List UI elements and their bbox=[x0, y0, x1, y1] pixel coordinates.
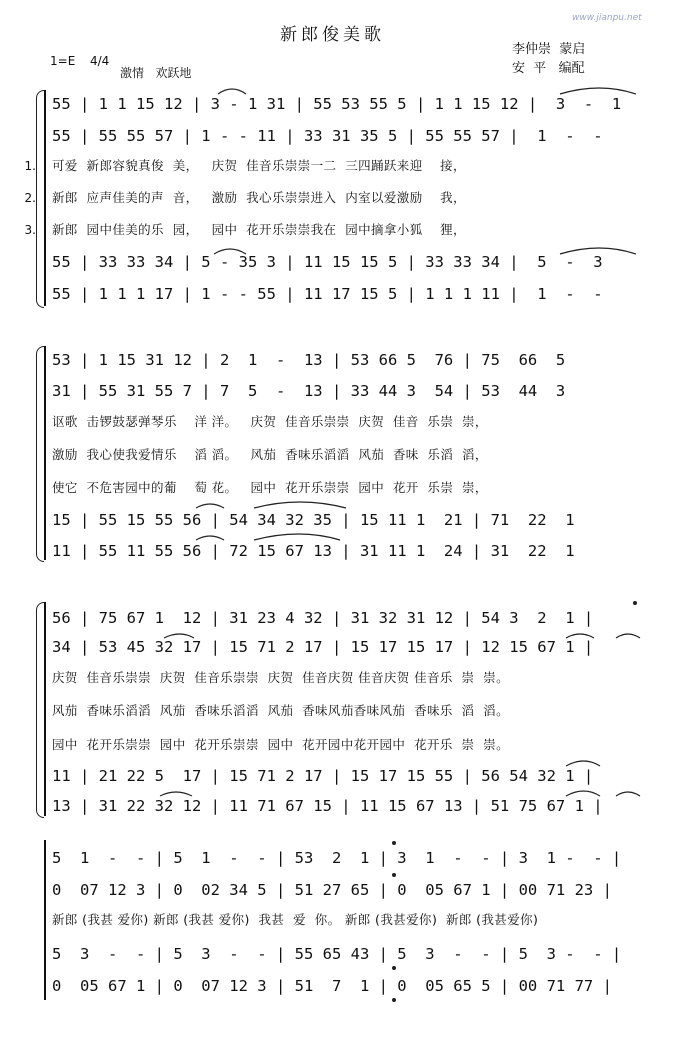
score-row: 31 | 55 31 55 7 | 7 5 - 13 | 33 44 3 54 | 53 44 3 bbox=[52, 382, 566, 400]
fermata-dot bbox=[633, 601, 637, 605]
system-brace bbox=[36, 90, 44, 308]
lyric-line: 新郎 园中佳美的乐 园， 园中 花开乐崇崇我在 园中摘拿小狐 狸， bbox=[52, 222, 466, 237]
verse-number: 3. bbox=[24, 223, 36, 237]
system-brace bbox=[36, 602, 44, 818]
system-bar bbox=[44, 602, 46, 816]
score-row: 55 | 1 1 1 17 | 1 - - 55 | 11 17 15 5 | 1 1 1 11 | 1 - - bbox=[52, 285, 603, 303]
fermata-dot bbox=[392, 873, 396, 877]
score-row: 55 | 33 33 34 | 5 - 35 3 | 11 15 15 5 | 33 33 34 | 5 - 3 bbox=[52, 253, 603, 271]
score-row: 0 05 67 1 | 0 07 12 3 | 51 7 1 | 0 05 65 5 | 00 71 77 | bbox=[52, 977, 612, 995]
song-title: 新郎俊美歌 bbox=[280, 25, 385, 45]
lyric-line: 激励 我心使我爱情乐 滔 滔。 风茄 香味乐滔滔 风茄 香味 乐滔 滔， bbox=[52, 447, 488, 462]
lyric-line: 使它 不危害园中的葡 萄 花。 园中 花开乐崇崇 园中 花开 乐崇 崇， bbox=[52, 480, 488, 495]
verse-number: 1. bbox=[24, 159, 36, 173]
score-row: 56 | 75 67 1 12 | 31 23 4 32 | 31 32 31 12 | 54 3 2 1 | bbox=[52, 609, 594, 627]
lyric-line: 讴歌 击锣鼓瑟弹琴乐 洋 洋。 庆贺 佳音乐崇崇 庆贺 佳音 乐崇 崇， bbox=[52, 414, 488, 429]
lyric-line: 新郎 (我甚 爱你) 新郎 (我甚 爱你) 我甚 爱 你。 新郎 (我甚爱你) 新郎 (我甚爱你) bbox=[52, 912, 539, 927]
credit-composers: 李仲崇 蒙启 bbox=[512, 42, 586, 57]
key-signature: 1=E bbox=[50, 54, 76, 68]
lyric-line: 园中 花开乐崇崇 园中 花开乐崇崇 园中 花开园中花开园中 花开乐 崇 崇。 bbox=[52, 737, 509, 752]
score-row: 0 07 12 3 | 0 02 34 5 | 51 27 65 | 0 05 67 1 | 00 71 23 | bbox=[52, 881, 612, 899]
score-row: 53 | 1 15 31 12 | 2 1 - 13 | 53 66 5 76 | 75 66 5 bbox=[52, 351, 566, 369]
lyric-line: 可爱 新郎容貌真俊 美， 庆贺 佳音乐崇崇一二 三四踊跃来迎 接， bbox=[52, 158, 466, 173]
score-row: 34 | 53 45 32 17 | 15 71 2 17 | 15 17 15 17 | 12 15 67 1 | bbox=[52, 638, 594, 656]
watermark-logo: www.jianpu.net bbox=[572, 13, 642, 23]
score-row: 13 | 31 22 32 12 | 11 71 67 15 | 11 15 67 13 | 51 75 67 1 | bbox=[52, 797, 603, 815]
system-bar bbox=[44, 840, 46, 1000]
fermata-dot bbox=[392, 966, 396, 970]
tempo-expression: 激情 欢跃地 bbox=[120, 66, 192, 80]
system-bar bbox=[44, 90, 46, 306]
score-row: 55 | 1 1 15 12 | 3 - 1 31 | 55 53 55 5 | 1 1 15 12 | 3 - 1 bbox=[52, 95, 622, 113]
lyric-line: 新郎 应声佳美的声 音， 激励 我心乐崇崇进入 内室以爱激励 我， bbox=[52, 190, 466, 205]
credit-arranger: 安 平 编配 bbox=[512, 61, 585, 76]
fermata-dot bbox=[392, 841, 396, 845]
lyric-line: 风茄 香味乐滔滔 风茄 香味乐滔滔 风茄 香味风茄香味风茄 香味乐 滔 滔。 bbox=[52, 703, 509, 718]
system-brace bbox=[36, 346, 44, 562]
score-row: 11 | 55 11 55 56 | 72 15 67 13 | 31 11 1 24 | 31 22 1 bbox=[52, 542, 575, 560]
score-row: 15 | 55 15 55 56 | 54 34 32 35 | 15 11 1 21 | 71 22 1 bbox=[52, 511, 575, 529]
verse-number: 2. bbox=[24, 191, 36, 205]
score-row: 5 1 - - | 5 1 - - | 53 2 1 | 3 1 - - | 3 1 - - | bbox=[52, 849, 622, 867]
time-signature: 4/4 bbox=[90, 54, 110, 68]
score-row: 55 | 55 55 57 | 1 - - 11 | 33 31 35 5 | 55 55 57 | 1 - - bbox=[52, 127, 603, 145]
score-row: 5 3 - - | 5 3 - - | 55 65 43 | 5 3 - - | 5 3 - - | bbox=[52, 945, 622, 963]
system-bar bbox=[44, 346, 46, 560]
score-row: 11 | 21 22 5 17 | 15 71 2 17 | 15 17 15 55 | 56 54 32 1 | bbox=[52, 767, 594, 785]
fermata-dot bbox=[392, 998, 396, 1002]
lyric-line: 庆贺 佳音乐崇崇 庆贺 佳音乐崇崇 庆贺 佳音庆贺 佳音庆贺 佳音乐 崇 崇。 bbox=[52, 670, 509, 685]
